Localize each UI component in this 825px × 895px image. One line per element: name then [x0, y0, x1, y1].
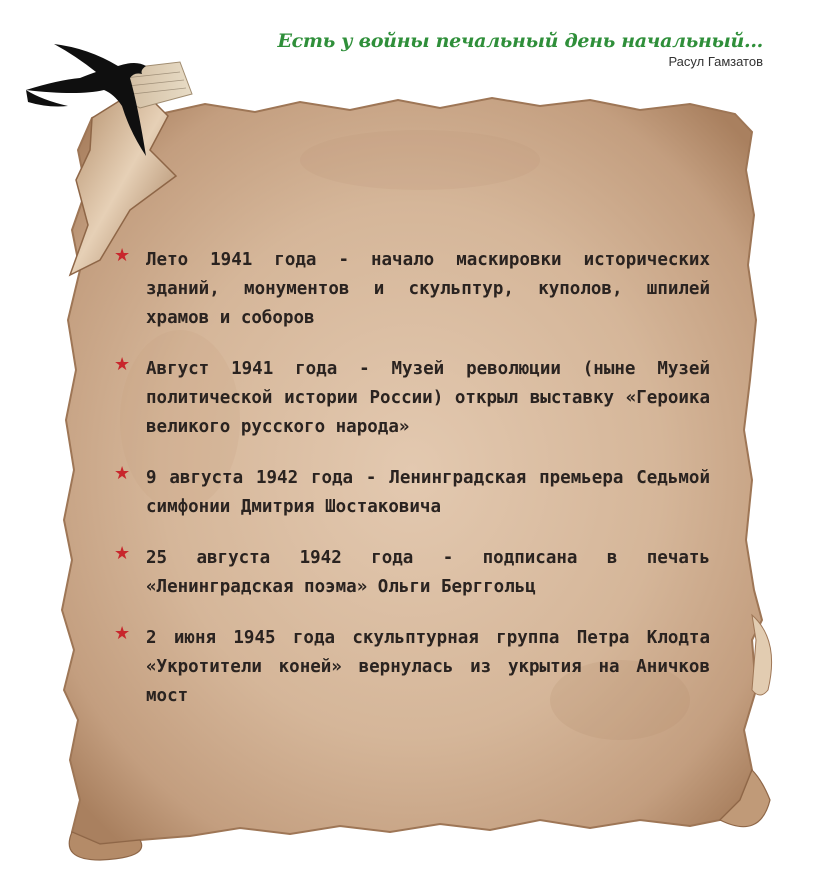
event-item — [114, 355, 710, 442]
red-star-icon: ★ — [114, 354, 131, 375]
event-text: 2 июня 1945 года скульптурная группа Петра Клодта «Укротители коней» вернулась из укрытия на Аничков мост — [146, 628, 710, 706]
event-text: 9 августа 1942 года - Ленинградская премьера Седьмой симфонии Дмитрия Шостаковича — [146, 468, 710, 517]
event-item — [114, 464, 710, 522]
red-star-icon: ★ — [114, 623, 131, 644]
red-star-icon: ★ — [114, 245, 131, 266]
event-item — [114, 544, 710, 602]
event-item — [114, 624, 710, 711]
epigraph-quote: Есть у войны печальный день начальный... — [277, 30, 763, 52]
event-text: 25 августа 1942 года - подписана в печать «Ленинградская поэма» Ольги Берггольц — [146, 548, 710, 597]
event-item — [114, 246, 710, 333]
red-star-icon: ★ — [114, 543, 131, 564]
epigraph-author: Расул Гамзатов — [668, 54, 763, 69]
events-list — [114, 246, 710, 733]
swallow-icon — [18, 36, 168, 166]
red-star-icon: ★ — [114, 463, 131, 484]
epigraph — [277, 30, 763, 69]
event-text: Лето 1941 года - начало маскировки исторических зданий, монументов и скульптур, куполов, шпилей храмов и соборов — [146, 250, 710, 328]
event-text: Август 1941 года - Музей революции (ныне Музей политической истории России) открыл выставку «Героика великого русского народа» — [146, 359, 710, 437]
